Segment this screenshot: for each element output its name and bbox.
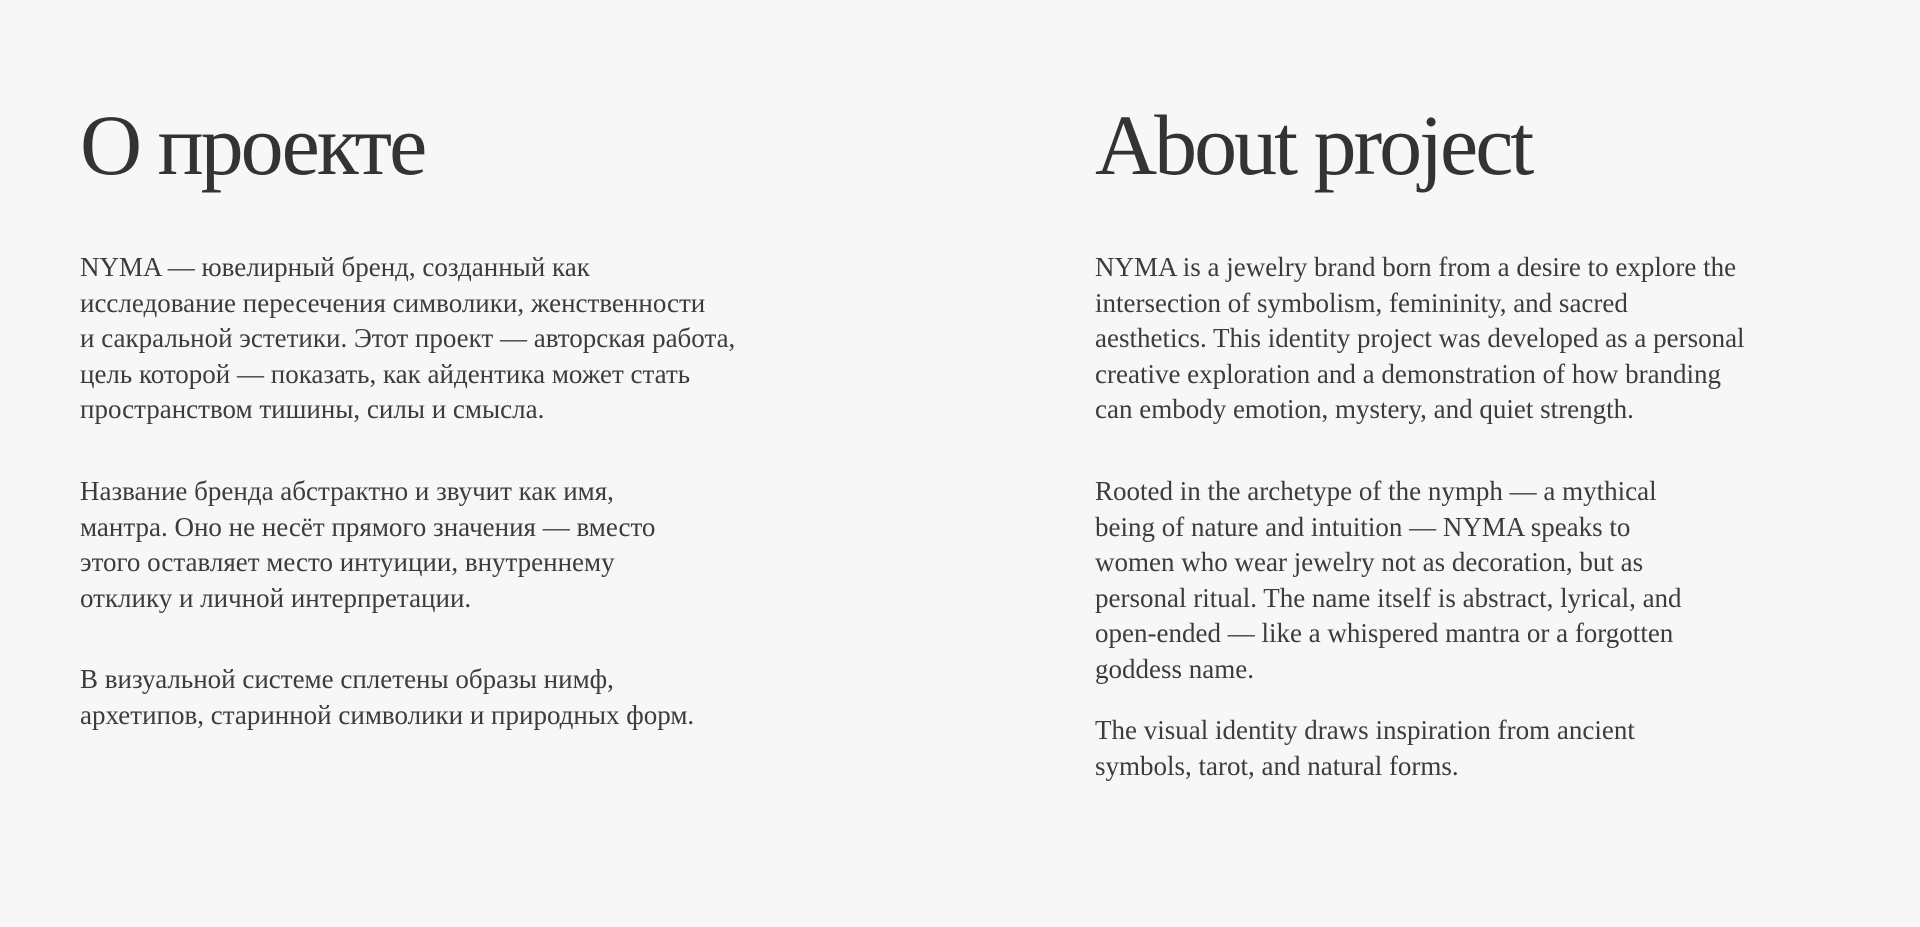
text-line: intersection of symbolism, femininity, and sacred bbox=[1095, 287, 1628, 318]
text-line: этого оставляет место интуиции, внутреннему bbox=[80, 547, 615, 577]
text-line: goddess name. bbox=[1095, 653, 1254, 684]
text-line: Rooted in the archetype of the nymph — a mythical bbox=[1095, 476, 1657, 506]
paragraph-en-2 bbox=[1095, 474, 1682, 687]
text-line: мантра. Оно не несёт прямого значения — вместо bbox=[80, 511, 656, 542]
paragraph-en-3 bbox=[1095, 713, 1635, 784]
text-line: исследование пересечения символики, женственности bbox=[80, 287, 706, 318]
text-line: open-ended — like a whispered mantra or a forgotten bbox=[1095, 618, 1674, 648]
text-line: creative exploration and a demonstration of how branding bbox=[1095, 358, 1722, 389]
section-heading-ru: О проекте bbox=[80, 97, 425, 193]
text-line: symbols, tarot, and natural forms. bbox=[1095, 750, 1459, 781]
text-line: can embody emotion, mystery, and quiet strength. bbox=[1095, 394, 1634, 424]
section-heading-en: About project bbox=[1095, 97, 1532, 193]
text-line: aesthetics. This identity project was developed as a personal bbox=[1095, 323, 1745, 353]
text-line: архетипов, старинной символики и природных форм. bbox=[80, 699, 695, 730]
text-line: Название бренда абстрактно и звучит как имя, bbox=[80, 476, 614, 506]
text-line: women who wear jewelry not as decoration, but as bbox=[1095, 547, 1644, 577]
text-line: отклику и личной интерпретации. bbox=[80, 582, 472, 613]
text-line: being of nature and intuition — NYMA speaks to bbox=[1095, 511, 1631, 542]
text-line: NYMA is a jewelry brand born from a desire to explore the bbox=[1095, 252, 1737, 282]
paragraph-en-1 bbox=[1095, 250, 1745, 428]
text-line: цель которой — показать, как айдентика может стать bbox=[80, 358, 691, 389]
text-line: The visual identity draws inspiration from ancient bbox=[1095, 715, 1635, 745]
text-line: В визуальной системе сплетены образы нимф, bbox=[80, 664, 614, 694]
paragraph-ru-2 bbox=[80, 474, 655, 616]
text-line: и сакральной эстетики. Этот проект — авторская работа, bbox=[80, 323, 736, 353]
paragraph-ru-3 bbox=[80, 662, 694, 733]
text-line: пространством тишины, силы и смысла. bbox=[80, 394, 545, 424]
text-line: personal ritual. The name itself is abstract, lyrical, and bbox=[1095, 582, 1682, 613]
text-line: NYMA — ювелирный бренд, созданный как bbox=[80, 252, 590, 282]
paragraph-ru-1 bbox=[80, 250, 735, 428]
